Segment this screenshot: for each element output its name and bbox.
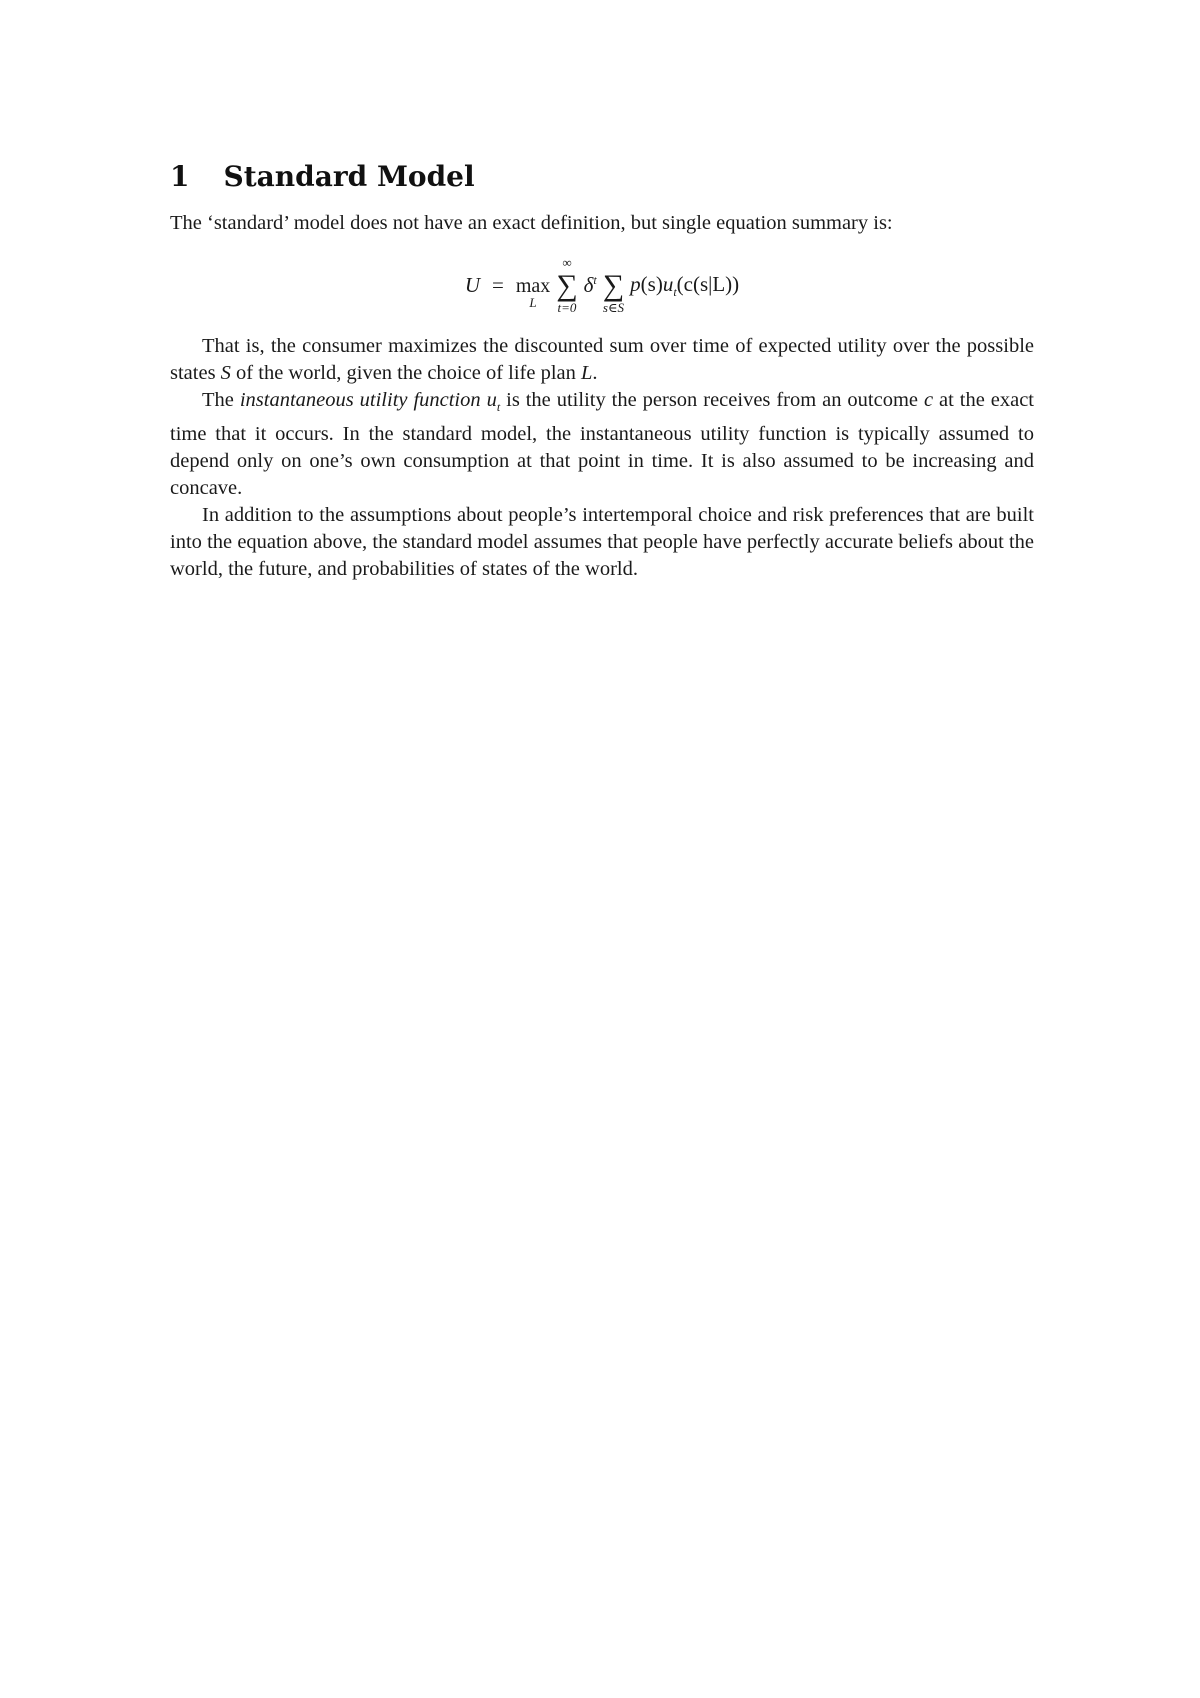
eq-max-operator [516, 261, 550, 311]
eq-max: max [515, 274, 551, 297]
intro-paragraph: The ‘standard’ model does not have an exact definition, but single equation summary is: [170, 211, 893, 234]
paragraph-3: In addition to the assumptions about people’s intertemporal choice and risk preferences that are built into the equation above, the standard model assumes that people have perfectly accurate beliefs about the world, the future, and probabilities of states of the world. [170, 503, 1034, 580]
eq-max-sub: L [529, 294, 537, 310]
eq-sum1-bottom: t=0 [557, 299, 577, 315]
eq-lhs: U [464, 273, 480, 298]
eq-discount: $\delta^t$ [583, 273, 597, 298]
eq-equals: = [491, 273, 504, 298]
paragraph-1: That is, the consumer maximizes the discounted sum over time of expected utility over the possible states S of the world, given the choice of life plan L. [170, 334, 1034, 384]
eq-sum1-symbol: ∑ [556, 268, 578, 302]
eq-term: $p(s)u_t(c(s|L))$ [630, 271, 740, 299]
page-content [170, 160, 1034, 583]
section-number: 1 [170, 160, 190, 193]
eq-sum-time [556, 256, 577, 316]
eq-sum1-top: ∞ [562, 254, 572, 270]
emphasized-term: instantaneous utility function [239, 388, 481, 411]
utility-equation [170, 247, 1034, 325]
section-heading [170, 160, 1034, 194]
paragraph-2: The instantaneous utility function $u_t$ is the utility the person receives from an outcome c at the exact time that it occurs. In the standard model, the instantaneous utility function is typically assumed to depend only on one’s own consumption at that point in time. It is also assumed to be increasing and concave. [170, 388, 1034, 499]
eq-sum2-bottom: s∈S [602, 299, 625, 315]
section-title: Standard Model [223, 160, 475, 193]
eq-sum2-symbol: ∑ [602, 268, 625, 302]
eq-sum-states [603, 256, 624, 316]
